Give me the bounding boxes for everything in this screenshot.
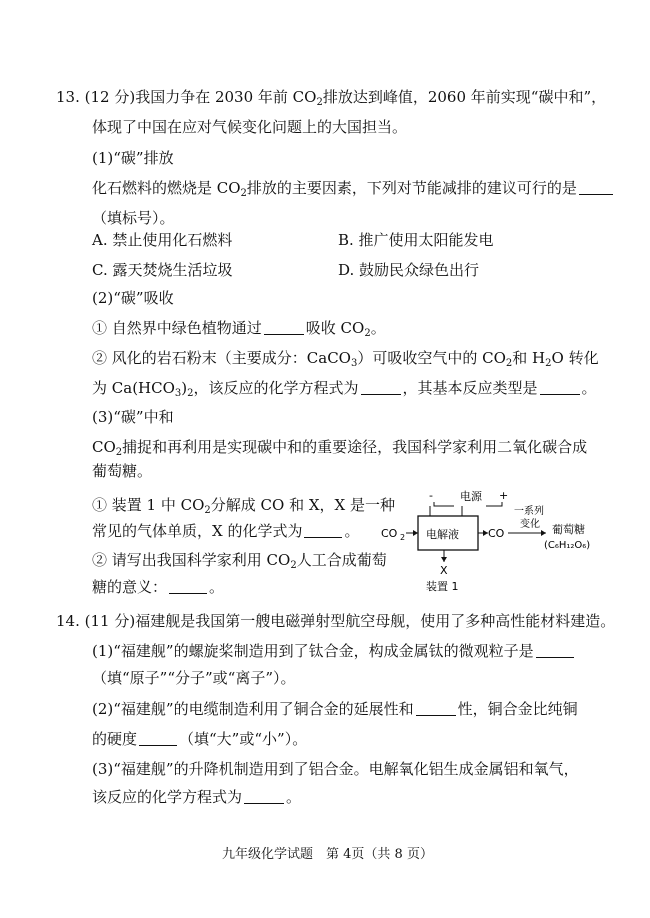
q13-part2-item2-cont: 为 $Ca(HCO_3)_2$，该反应的化学方程式为 ，其基本反应类型是 。 [92,379,597,399]
q14-part1-cont: （填“原子”“分子”或“离子”）。 [92,669,296,687]
answer-blank[interactable] [169,578,207,594]
co2-subscript: 2 [400,533,406,542]
q13-part3-item2: ② 请写出我国科学家利用 $CO_2$人工合成葡萄 [92,551,387,571]
q14-score: (11 分) [84,612,136,630]
glucose-label: 葡萄糖 [552,523,585,536]
answer-blank[interactable] [244,788,284,804]
q14-part1: (1)“福建舰”的螺旋桨制造用到了钛合金，构成金属钛的微观粒子是 [92,640,576,662]
q13-part2-item1: ① 自然界中绿色植物通过 吸收 $CO_2$。 [92,319,386,339]
plus-sign: + [499,489,509,502]
minus-sign: - [429,489,433,502]
q14-number: 14. [56,612,80,630]
electrolyte-label: 电解液 [426,528,459,541]
answer-blank[interactable] [139,730,177,746]
q13-part3-title: (3)“碳”中和 [92,408,174,426]
q13-part1-note: （填标号）。 [92,209,175,227]
arrowhead [413,530,418,536]
answer-blank[interactable] [416,700,456,716]
q13-part3-item2-cont: 糖的意义： 。 [92,578,225,596]
q14-part2-cont: 的硬度 （填“大”或“小”）。 [92,730,308,748]
q13-part2-title: (2)“碳”吸收 [92,289,174,307]
option-d: D. 鼓励民众绿色出行 [338,261,480,279]
q13-part3-line1: $CO_2$捕捉和再利用是实现碳中和的重要途径，我国科学家利用二氧化碳合成 [92,438,588,458]
arrowhead [541,530,546,536]
series-change-label-1: 一系列 [514,506,544,517]
answer-blank[interactable] [536,642,574,658]
q14-intro: 14. (11 分)福建舰是我国第一艘电磁弹射型航空母舰，使用了多种高性能材料建造。 [56,612,616,630]
q13-part1-title: (1)“碳”排放 [92,149,174,167]
co-label: CO [488,527,505,540]
answer-blank[interactable] [264,319,304,335]
option-b: B. 推广使用太阳能发电 [338,231,494,249]
co2-input-label: CO [381,527,398,540]
series-change-label-2: 变化 [520,519,540,530]
q14-part2: (2)“福建舰”的电缆制造利用了铜合金的延展性和 性，铜合金比纯铜 [92,700,578,718]
power-label: 电源 [460,490,482,503]
answer-blank[interactable] [304,522,342,538]
apparatus-1-diagram [378,488,618,598]
q13-part3-line2: 葡萄糖。 [92,462,153,480]
q13-part3-item1: ① 装置 1 中 $CO_2$分解成 CO 和 X，X 是一种 [92,496,395,516]
q14-part3-cont: 该反应的化学方程式为 。 [92,788,302,806]
x-label: X [440,564,448,577]
page-footer: 九年级化学试题 第 4页（共 8 页） [222,847,433,862]
q13-score: (12 分) [84,88,136,106]
option-c: C. 露天焚烧生活垃圾 [92,261,233,279]
q13-intro-line2: 体现了中国在应对气候变化问题上的大国担当。 [92,118,408,136]
q14-part3: (3)“福建舰”的升降机制造用到了铝合金。电解氧化铝生成金属铝和氧气， [92,760,579,778]
q13-intro-line1: 13. (12 分)我国力争在 2030 年前 $CO_2$排放达到峰值，2060 年前实现“碳中和”， [56,88,607,108]
q13-number: 13. [56,88,80,106]
glucose-formula: (C₆H₁₂O₆) [544,540,591,551]
q13-part1-question: 化石燃料的燃烧是 $CO_2$排放的主要因素，下列对节能减排的建议可行的是 [92,177,615,199]
q13-part2-item2: ② 风化的岩石粉末（主要成分：CaCO$_3$）可吸收空气中的 $CO_2$和 $H_2O$ 转化 [92,349,599,369]
answer-blank[interactable] [540,379,580,395]
diagram-caption: 装置 1 [426,580,459,593]
arrowhead [441,557,447,562]
answer-blank[interactable] [361,379,401,395]
answer-blank[interactable] [579,179,613,195]
power-wire-right [486,502,502,506]
q13-part3-item1-cont: 常见的气体单质，X 的化学式为 。 [92,522,360,540]
option-a: A. 禁止使用化石燃料 [92,231,233,249]
power-wire-left [434,502,454,506]
